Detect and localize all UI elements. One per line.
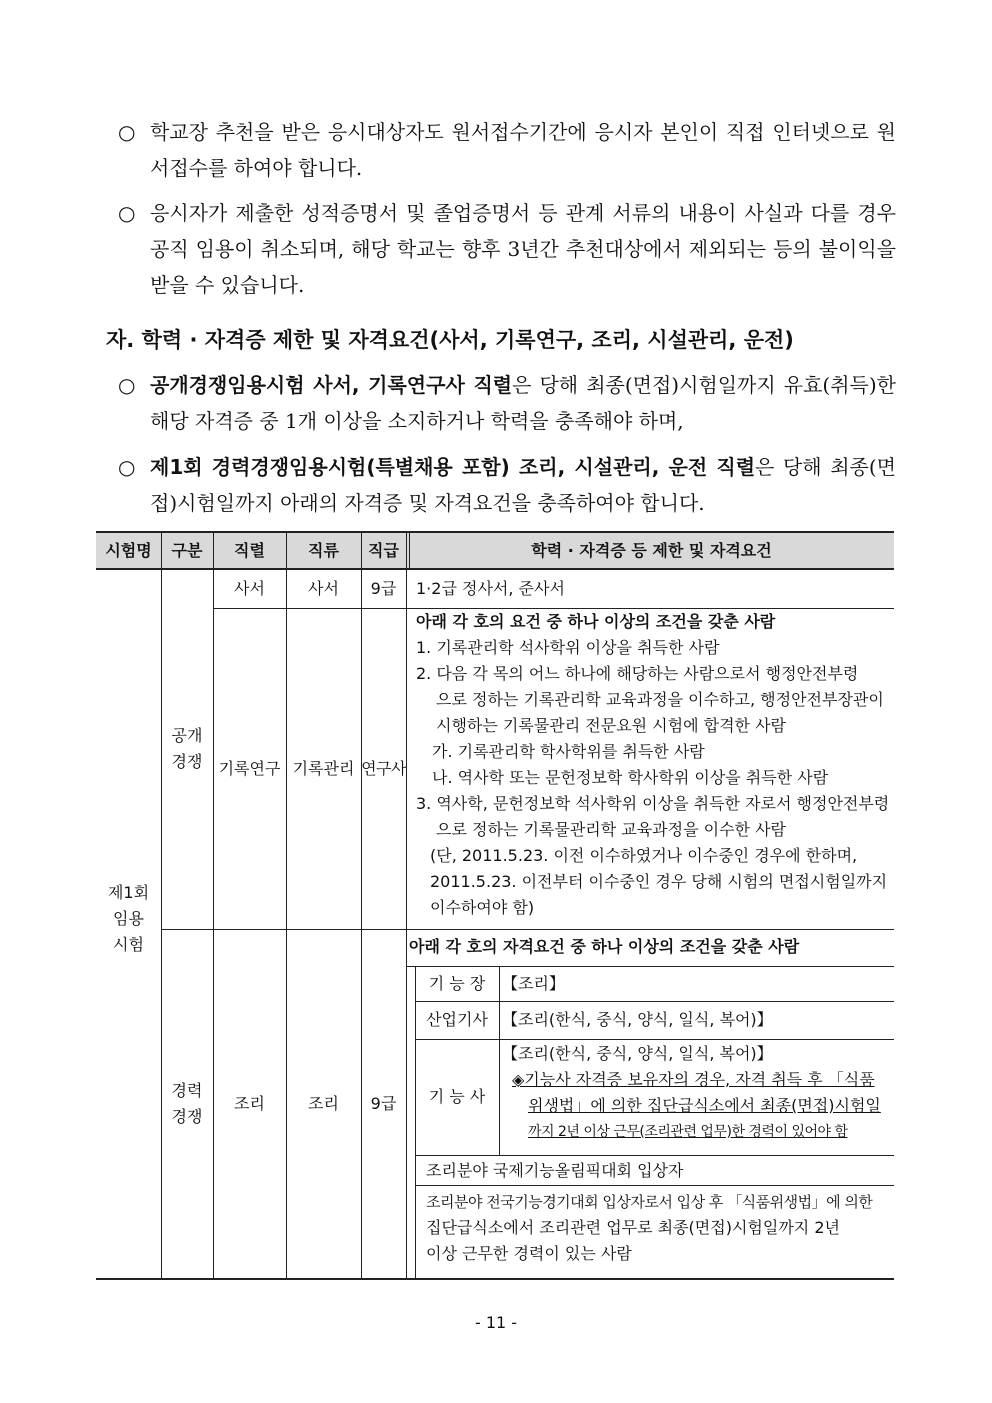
series-records: 기록연구 <box>218 758 281 778</box>
grade-records: 연구사 <box>361 758 406 778</box>
req-line: 으로 정하는 기록관리학 교육과정을 이수하고, 행정안전부장관이 <box>436 690 884 709</box>
header-category: 구분 <box>171 541 203 560</box>
bullet-paragraph-3 <box>118 367 896 439</box>
paragraph-text <box>150 449 896 521</box>
craftsman-note: ◈기능사 자격증 보유자의 경우, 자격 취득 후 「식품 <box>512 1070 875 1089</box>
bullet-circle-icon: ○ <box>118 120 136 144</box>
bold-phrase: 공개경쟁임용시험 사서, 기록연구사 직렬 <box>150 373 513 397</box>
paragraph-rest: 은 당해 최종(면접)시험일까지 아래의 자격증 및 자격요건을 충족하여야 합니다. <box>150 455 896 515</box>
header-requirements: 학력 · 자격증 등 제한 및 자격요건 <box>531 541 772 560</box>
req-line: 가. 기록관리학 학사학위를 취득한 사람 <box>432 742 705 761</box>
req-line: 2. 다음 각 목의 어느 하나에 해당하는 사람으로서 행정안전부령 <box>416 664 859 683</box>
grade-cooking: 9급 <box>370 1093 397 1113</box>
category-career: 경력 경쟁 <box>171 1080 203 1126</box>
paragraph-rest: 은 당해 최종(면접)시험일까지 유효(취득)한 해당 자격증 중 1개 이상을 소지하거나 학력을 충족해야 하며, <box>150 373 896 433</box>
license-value-industrial: 【조리(한식, 중식, 양식, 일식, 복어)】 <box>502 1010 773 1029</box>
req-line: 이수하여야 함) <box>430 898 535 917</box>
requirements-table <box>96 531 894 1280</box>
bold-phrase: 제1회 경력경쟁임용시험(특별채용 포함) 조리, 시설관리, 운전 직렬 <box>150 455 756 479</box>
req-line: 시행하는 기록물관리 전문요원 시험에 합격한 사람 <box>436 716 787 735</box>
requirement-librarian: 1·2급 정사서, 준사서 <box>416 579 565 598</box>
header-stream: 직류 <box>308 541 339 560</box>
series-cooking: 조리 <box>234 1093 265 1113</box>
req-line: 2011.5.23. 이전부터 이수중인 경우 당해 시험의 면접시험일까지 <box>430 872 888 891</box>
license-label-industrial: 산업기사 <box>426 1010 488 1029</box>
bullet-paragraph-1 <box>118 114 896 186</box>
section-heading: 자. 학력 · 자격증 제한 및 자격요건(사서, 기록연구, 조리, 시설관리, 운전) <box>106 328 794 352</box>
header-series: 직렬 <box>234 541 265 560</box>
license-value-master: 【조리】 <box>502 974 565 993</box>
grade-librarian: 9급 <box>370 578 397 598</box>
requirement-cooking-title: 아래 각 호의 자격요건 중 하나 이상의 조건을 갖춘 사람 <box>409 937 800 956</box>
stream-records: 기록관리 <box>292 758 355 778</box>
bullet-circle-icon: ○ <box>118 455 136 479</box>
requirement-records-list <box>416 635 894 921</box>
header-grade: 직급 <box>368 541 399 560</box>
bullet-circle-icon: ○ <box>118 201 136 225</box>
craftsman-note: 까지 2년 이상 근무(조리관련 업무)한 경력이 있어야 함 <box>528 1124 848 1140</box>
requirement-records-title: 아래 각 호의 요건 중 하나 이상의 조건을 갖춘 사람 <box>416 612 776 631</box>
exam-name-cell: 제1회 임용 시험 <box>107 883 150 954</box>
series-librarian: 사서 <box>234 578 265 598</box>
bullet-paragraph-4 <box>118 449 896 521</box>
page-number: - 11 - <box>474 1313 518 1332</box>
license-label-master: 기 능 장 <box>428 973 486 993</box>
req-line: 3. 역사학, 문헌정보학 석사학위 이상을 취득한 자로서 행정안전부령 <box>416 794 890 813</box>
category-open: 공개 경쟁 <box>171 726 203 771</box>
stream-librarian: 사서 <box>308 578 339 598</box>
extra-row-national-contest: 조리분야 전국기능경기대회 입상자로서 입상 후 「식품위생법」에 의한 집단급식소에서 조리관련 업무로 최종(면접)시험일까지 2년 이상 근무한 경력이 있는 사람 <box>426 1193 873 1263</box>
header-exam-name: 시험명 <box>105 541 152 560</box>
req-line: 나. 역사학 또는 문헌정보학 학사학위 이상을 취득한 사람 <box>432 768 829 787</box>
paragraph-text <box>150 367 896 439</box>
license-value-craftsman: 【조리(한식, 중식, 양식, 일식, 복어)】 ◈기능사 자격증 보유자의 경우, 자격 취득 후 「식품 위생법」에 의한 집단급식소에서 최종(면접)시험일 까지 2년 이상 근무(조리관련 업무)한 경력이 있어야 함 <box>502 1041 894 1145</box>
paragraph-text: 응시자가 제출한 성적증명서 및 졸업증명서 등 관계 서류의 내용이 사실과 다를 경우 공직 임용이 취소되며, 해당 학교는 향후 3년간 추천대상에서 제외되는 등의 불이익을 받을 수 있습니다. <box>150 201 896 297</box>
craftsman-note: 위생법」에 의한 집단급식소에서 최종(면접)시험일 <box>528 1096 881 1115</box>
req-line: 으로 정하는 기록물관리학 교육과정을 이수한 사람 <box>436 820 787 839</box>
license-label-craftsman: 기 능 사 <box>428 1087 486 1106</box>
paragraph-text: 학교장 추천을 받은 응시대상자도 원서접수기간에 응시자 본인이 직접 인터넷으로 원서접수를 하여야 합니다. <box>150 120 896 180</box>
req-line: 1. 기록관리학 석사학위 이상을 취득한 사람 <box>416 638 720 657</box>
extra-row-olympics: 조리분야 국제기능올림픽대회 입상자 <box>426 1161 684 1180</box>
bullet-paragraph-2 <box>118 195 896 303</box>
req-line: (단, 2011.5.23. 이전 이수하였거나 이수중인 경우에 한하며, <box>430 846 858 865</box>
stream-cooking: 조리 <box>308 1093 339 1113</box>
bullet-circle-icon: ○ <box>118 373 136 397</box>
